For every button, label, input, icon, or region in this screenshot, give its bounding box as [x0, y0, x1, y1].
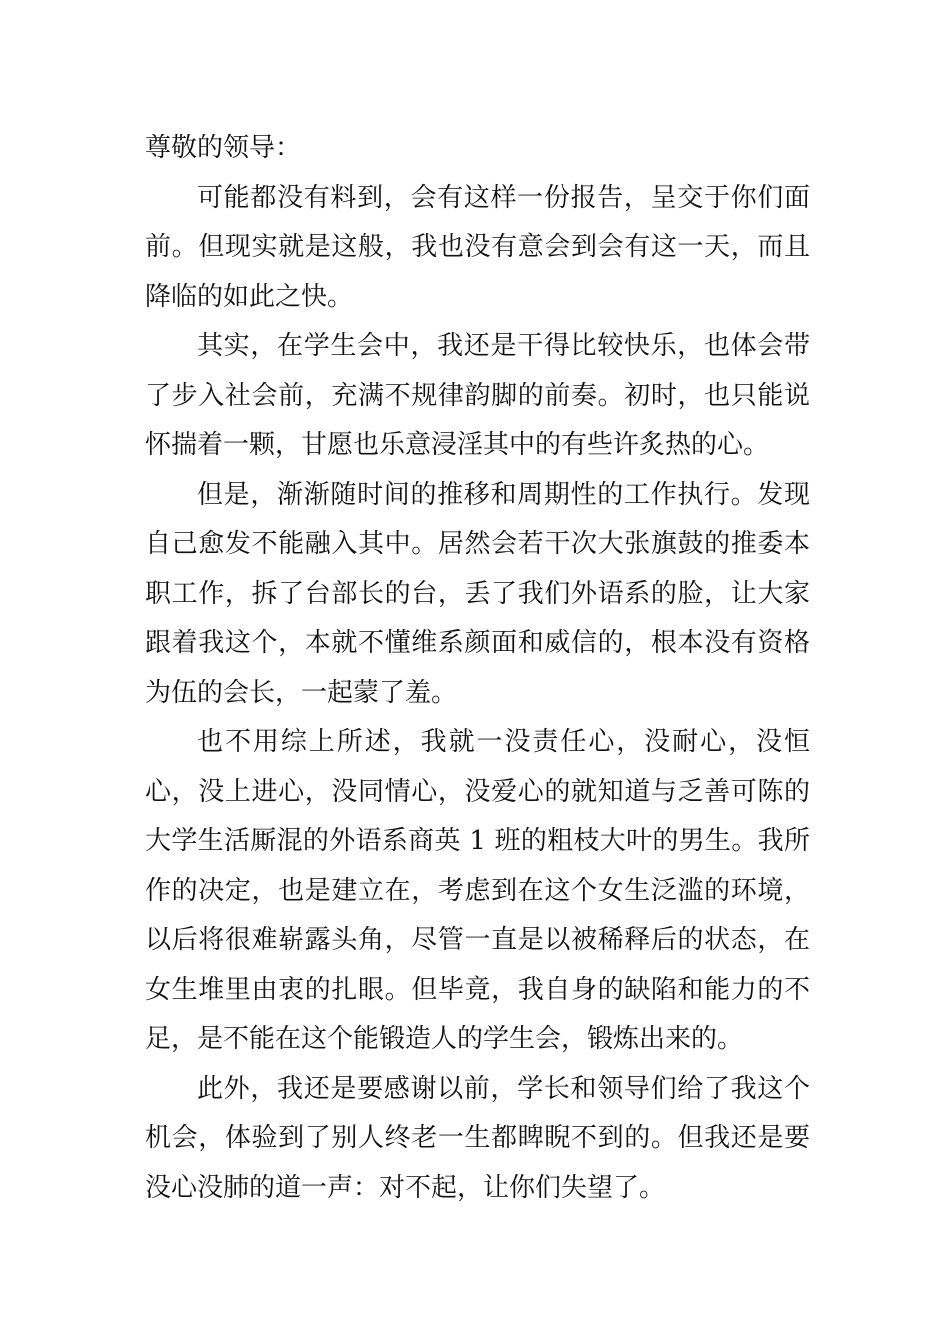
paragraph-1: 可能都没有料到，会有这样一份报告，呈交于你们面前。但现实就是这般，我也没有意会到会有这一天，而且降临的如此之快。 [145, 182, 810, 312]
paragraph-3: 但是，渐渐随时间的推移和周期性的工作执行。发现自己愈发不能融入其中。居然会若干次大张旗鼓的推委本职工作，拆了台部长的台，丢了我们外语系的脸，让大家跟着我这个，本就不懂维系颜面和威信的，根本没有资格为伍的会长，一起蒙了羞。 [145, 479, 810, 708]
paragraph-5: 此外，我还是要感谢以前，学长和领导们给了我这个机会，体验到了别人终老一生都睥睨不到的。但我还是要没心没肺的道一声：对不起，让你们失望了。 [145, 1073, 810, 1203]
paragraph-4: 也不用综上所述，我就一没责任心，没耐心，没恒心，没上进心，没同情心，没爱心的就知道与乏善可陈的大学生活厮混的外语系商英 1 班的粗枝大叶的男生。我所作的决定，也是建立在，考虑到在这个女生泛滥的环境，以后将很难崭露头角，尽管一直是以被稀释后的状态，在女生堆里由衷的扎眼。但毕竟，我自身的缺陷和能力的不足，是不能在这个能锻造人的学生会，锻炼出来的。 [145, 727, 810, 1054]
letter-body [145, 124, 810, 1213]
paragraph-2: 其实，在学生会中，我还是干得比较快乐，也体会带了步入社会前，充满不规律韵脚的前奏。初时，也只能说怀揣着一颗，甘愿也乐意浸淫其中的有些许炙热的心。 [145, 331, 810, 460]
salutation: 尊敬的领导： [145, 133, 302, 163]
